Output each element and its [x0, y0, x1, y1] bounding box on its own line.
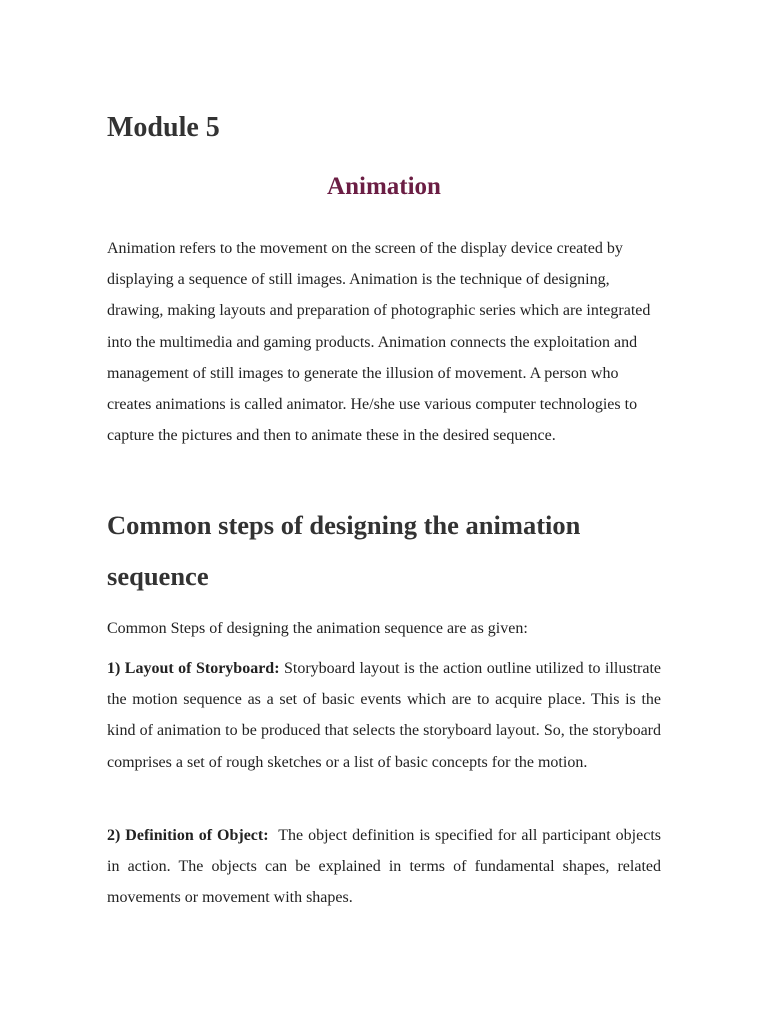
- step-label: 1) Layout of Storyboard:: [107, 660, 280, 677]
- step-layout-of-storyboard: [107, 653, 661, 778]
- step-text: The object definition is specified for all participant objects in action. The objects can be explained in terms of fundamental shapes, related movements or movement with shapes.: [107, 827, 665, 907]
- step-definition-of-object: [107, 820, 665, 914]
- steps-intro: Common Steps of designing the animation sequence are as given:: [107, 620, 528, 637]
- step-label: 2) Definition of Object:: [107, 827, 269, 844]
- intro-paragraph: Animation refers to the movement on the screen of the display device created by displaying a sequence of still images. Animation is the technique of designing, drawing, making layouts and preparation of photographic series which are integrated into the multimedia and gaming products. Animation connects the exploitation and management of still images to generate the illusion of movement. A person who creates animations is called animator. He/she use various computer technologies to capture the pictures and then to animate these in the desired sequence.: [107, 240, 651, 445]
- steps-heading: Common steps of designing the animation sequence: [107, 510, 581, 591]
- module-title: Module 5: [107, 112, 220, 143]
- section-title: Animation: [327, 173, 441, 200]
- step-text: Storyboard layout is the action outline utilized to illustrate the motion sequence as a set of basic events which are to acquire place. This is the kind of animation to be produced that selects the storyboard layout. So, the storyboard comprises a set of rough sketches or a list of basic concepts for the motion.: [107, 660, 661, 771]
